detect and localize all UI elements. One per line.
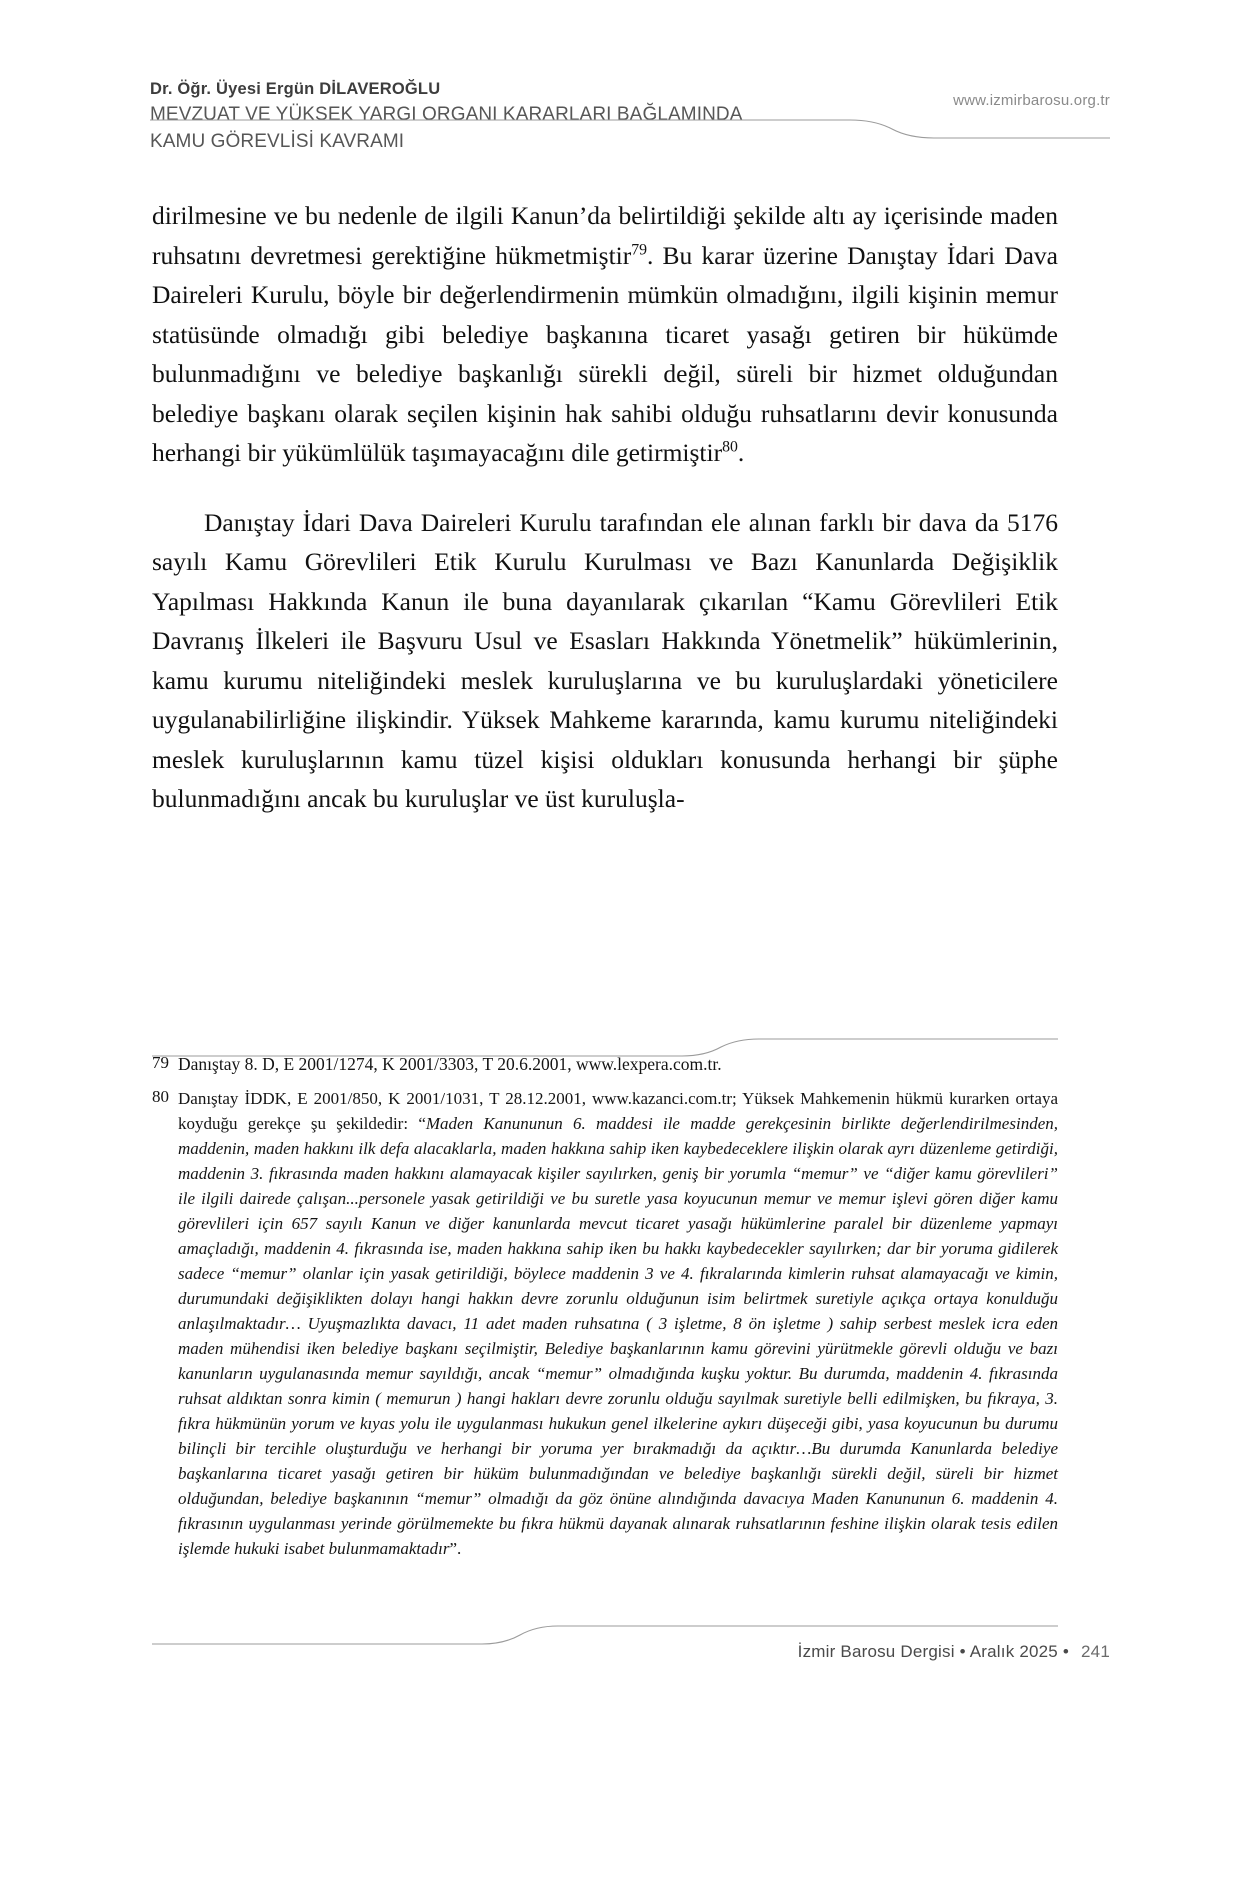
header-title xyxy=(150,102,1110,155)
footnote-number: 79 xyxy=(152,1053,169,1072)
footnote-tail: ”. xyxy=(449,1538,462,1558)
footer-journal-label: İzmir Barosu Dergisi • Aralık 2025 • xyxy=(797,1642,1070,1661)
footnote-item xyxy=(152,1086,1058,1561)
body-text xyxy=(152,196,1058,819)
footnote-text xyxy=(178,1086,1058,1561)
paragraph-1-part-1: dirilmesine ve bu nedenle de ilgili Kanun’da belirtildiği şekilde altı ay içerisinde maden ruhsatını devretmesi gerektiğine hükmetmiştir xyxy=(152,201,1058,270)
footnotes xyxy=(152,1052,1058,1569)
page-header xyxy=(150,78,1110,168)
footnote-ref-79: 79 xyxy=(631,241,648,258)
footnote-ref-80: 80 xyxy=(722,438,738,456)
paragraph-1-part-2: . Bu karar üzerine Danıştay İdari Dava Daireleri Kurulu, böyle bir değerlendirmenin mümkün olmadığını, ilgili kişinin memur statüsünde olmadığı gibi belediye başkanına ticaret yasağı getiren bir hükümde bulunmadığını ve belediye başkanlığı sürekli değil, süreli bir hizmet olduğundan belediye başkanı olarak seçilen kişinin hak sahibi olduğu ruhsatlarını devir konusunda herhangi bir yükümlülük taşımayacağını dile getirmiştir xyxy=(152,240,1058,467)
footnote-text: Danıştay 8. D, E 2001/1274, K 2001/3303, T 20.6.2001, www.lexpera.com.tr. xyxy=(178,1054,722,1074)
header-website-url: www.izmirbarosu.org.tr xyxy=(953,92,1110,109)
footnote-item xyxy=(152,1052,1058,1078)
paragraph-1 xyxy=(152,196,1058,473)
header-title-line2: KAMU GÖREVLİSİ KAVRAMI xyxy=(150,130,405,152)
footnote-lead: Danıştay İDDK, E 2001/850, K 2001/1031, T 28.12.2001, www.kazanci.com.tr; Yüksek Mahkemenin hükmü kurarken ortaya koyduğu gerekçe şu şekildedir: “ xyxy=(178,1088,1058,1133)
footnote-quote: Maden Kanununun 6. maddesi ile madde gerekçesinin birlikte değerlendirilmesinden, maddenin, maden hakkını ilk defa alacaklarla, maden hakkına sahip iken kaybedeceklere ilişkin olarak ayrı düzenleme getirdiği, maddenin 3. fıkrasında maden hakkını alamayacak kişiler sayılırken, geniş bir yorumla “memur” ve “diğer kamu görevlileri” ile ilgili dairede çalışan...personele yasak getirildiği ve bu suretle yasa koyucunun memur ve memur işlevi gören diğer kamu görevlileri için 657 sayılı Kanun ve diğer kanunlarda mevcut ticaret yasağı hükümlerine paralel bir düzenleme yapmayı amaçladığı, maddenin 4. fıkrasında ise, maden hakkına sahip iken bu hakkı kaybedecekler sayılırken; dar bir yoruma gidilerek sadece “memur” olanlar için yasak getirildiği, böylece maddenin 3 ve 4. fıkralarında kimlerin ruhsat alamayacağı ve kimin, durumundaki değişiklikten dolayı hangi hakkın devre zorunlu olduğunun isim belirtmek suretiyle açıkça ortaya konulduğu anlaşılmaktadır… Uyuşmazlıkta davacı, 11 adet maden ruhsatına ( 3 işletme, 8 ön işletme ) sahip serbest meslek icra eden maden mühendisi iken belediye başkanı seçilmiştir, Belediye başkanlarının kamu görevini yürütmekle görevli olduğu ve bazı kanunların uygulanasında memur sayıldığı, ancak “memur” olmadığında kuşku yoktur. Bu durumda, maddenin 4. fıkrasında ruhsat aldıktan sonra kimin ( memurun ) hangi hakları devre zorunlu olduğu sayılmak suretiyle belli edilmişken, bu fıkraya, 3. fıkra hükmünün yorum ve kıyas yolu ile uygulanması hukukun genel ilkelerine aykırı düşeceği gibi, yasa koyucunun bu durumu bilinçli bir tercihle oluşturduğu ve herhangi bir yoruma yer bırakmadığı da açıktır…Bu durumda Kanunlarda belediye başkanlarına ticaret yasağı getiren bir hüküm bulunmadığından ve belediye başkanlığı sürekli değil, süreli bir hizmet olduğundan, belediye başkanının “memur” olmadığı da göz önüne alındığında davacıya Maden Kanununun 6. maddenin 4. fıkrasının uygulanması yerinde görülmemekte bu fıkra hükmü dayanak alınarak ruhsatlarının feshine ilişkin olarak tesis edilen işlemde hukuki isabet bulunmamaktadır xyxy=(178,1113,1058,1558)
header-author: Dr. Öğr. Üyesi Ergün DİLAVEROĞLU xyxy=(150,80,441,98)
footer-page-number: 241 xyxy=(1081,1642,1110,1661)
footnote-number: 80 xyxy=(152,1086,169,1106)
header-title-line1: MEVZUAT VE YÜKSEK YARGI ORGANI KARARLARI BAĞLAMINDA xyxy=(150,104,743,126)
paragraph-1-part-3: . xyxy=(737,438,745,467)
paragraph-2: Danıştay İdari Dava Daireleri Kurulu tarafından ele alınan farklı bir dava da 5176 sayılı Kamu Görevlileri Etik Kurulu Kurulması ve Bazı Kanunlarda Değişiklik Yapılması Hakkında Kanun ile buna dayanılarak çıkarılan “Kamu Görevlileri Etik Davranış İlkeleri ile Başvuru Usul ve Esasları Hakkında Yönetmelik” hükümlerinin, kamu kurumu niteliğindeki meslek kuruluşlarına ve bu kuruluşlardaki yöneticilere uygulanabilirliğine ilişkindir. Yüksek Mahkeme kararında, kamu kurumu niteliğindeki meslek kuruluşlarının kamu tüzel kişisi oldukları konusunda herhangi bir şüphe bulunmadığını ancak bu kuruluşlar ve üst kuruluşla- xyxy=(152,507,1058,813)
page-footer xyxy=(798,1642,1110,1662)
